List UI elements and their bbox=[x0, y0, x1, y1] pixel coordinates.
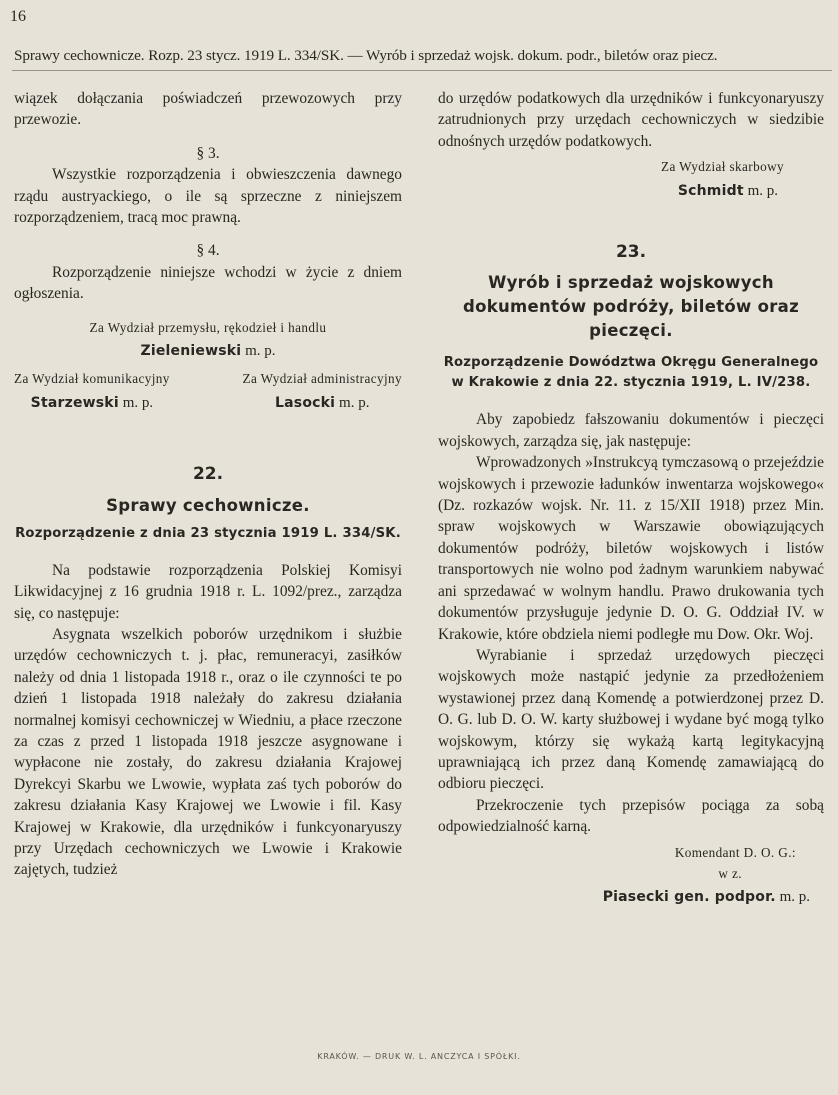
act-23-paragraph-1: Aby zapobiedz fałszowaniu dokumentów i pieczęci wojskowych, zarządza się, jak następuje: bbox=[438, 411, 824, 450]
left-column bbox=[14, 88, 402, 881]
act-23-subtitle: Rozporządzenie Dowództwa Okręgu Generalnego w Krakowie z dnia 22. stycznia 1919, L. IV/238. bbox=[443, 355, 819, 391]
act-22-paragraph-1: Na podstawie rozporządzenia Polskiej Komisyi Likwidacyjnej z 16 grudnia 1918 r. L. 1092/prez., zarządza się, co następuje: bbox=[14, 561, 402, 622]
section-3-mark: § 3. bbox=[196, 144, 220, 162]
act-22-title: Sprawy cechownicze. bbox=[106, 495, 310, 515]
section-4-mark: § 4. bbox=[196, 242, 220, 260]
signature-wz: w z. bbox=[718, 865, 742, 881]
act-23-paragraph-4: Przekroczenie tych przepisów pociąga za sobą odpowiedzialność karną. bbox=[438, 796, 824, 836]
signature-dept-administration: Za Wydział administracyjny bbox=[242, 371, 402, 387]
signature-dept-industry: Za Wydział przemysłu, rękodzieł i handlu bbox=[89, 319, 327, 335]
signer-piasecki-mp: m. p. bbox=[779, 889, 810, 906]
signature-dept-treasury: Za Wydział skarbowy bbox=[660, 159, 784, 175]
printer-imprint: KRAKÓW. — DRUK W. L. ANCZYCA I SPÓŁKI. bbox=[317, 1052, 521, 1061]
left-continued-paragraph: wiązek dołączania poświadczeń przewozowych przy przewozie. bbox=[14, 90, 402, 129]
act-23-paragraph-2: Wprowadzonych »Instrukcyą tymczasową o przejeździe wojskowych i przewozie ładunków inwentarza wojskowego« (Dz. rozkazów wojsk. Nr. 11. z 15/XII 1918) przez Min. spraw wojskowych w Warszawie obowiązujących dokumentów podróży, biletów wojskowych i listów transportowych nie wolno pod żadnym warunkiem nabywać ani sprzedawać w wolnym handlu. Prawo drukowania tych dokumentów przysługuje jedynie D. O. G. Oddział IV. w Krakowie, które obdziela niemi podległe mu Dow. Okr. Woj. bbox=[438, 454, 824, 643]
signer-lasocki: Lasocki bbox=[275, 394, 336, 411]
signer-lasocki-mp: m. p. bbox=[339, 394, 370, 411]
header-rule bbox=[12, 70, 832, 71]
section-4-text: Rozporządzenie niniejsze wchodzi w życie z dniem ogłoszenia. bbox=[14, 263, 402, 303]
page-number: 16 bbox=[10, 8, 26, 25]
signer-zieleniewski-mp: m. p. bbox=[245, 343, 276, 360]
signer-zieleniewski: Zieleniewski bbox=[140, 343, 242, 360]
signer-schmidt-mp: m. p. bbox=[747, 182, 778, 199]
act-22-subtitle: Rozporządzenie z dnia 23 stycznia 1919 L. 334/SK. bbox=[15, 525, 401, 541]
section-3-text: Wszystkie rozporządzenia i obwieszczenia dawnego rządu austryackiego, o ile są sprzeczne z niniejszem rozporządzeniem, tracą moc prawną. bbox=[14, 166, 402, 227]
signer-schmidt: Schmidt bbox=[677, 182, 744, 199]
act-23-paragraph-3: Wyrabianie i sprzedaż urzędowych pieczęci wojskowych może nastąpić jedynie za przedłożeniem wystawionej przez daną Komendę a potwierdzonej przez D. O. G. lub D. O. W. karty służbowej i wydane być mogą tylko wojskowym, którzy się wykażą kartą legitykacyjną uprawniającą ich przez daną Komendę zamawiającą do odbioru pieczęci. bbox=[438, 646, 824, 793]
signature-dept-communication: Za Wydział komunikacyjny bbox=[14, 371, 170, 387]
signer-piasecki: Piasecki gen. podpor. bbox=[602, 889, 776, 906]
signer-starzewski-mp: m. p. bbox=[122, 394, 154, 411]
act-23-title: Wyrób i sprzedaż wojskowych dokumentów podróży, biletów oraz pieczęci. bbox=[462, 273, 800, 341]
right-continued-paragraph: do urzędów podatkowych dla urzędników i funkcyonaryuszy zatrudnionych przy urzędach cechowniczych w siedzibie odnośnych urzędów podatkowych. bbox=[438, 90, 824, 150]
running-header: Sprawy cechownicze. Rozp. 23 stycz. 1919 L. 334/SK. — Wyrób i sprzedaż wojsk. dokum. podr., biletów oraz piecz. bbox=[14, 47, 718, 64]
signature-role-commander: Komendant D. O. G.: bbox=[674, 844, 796, 860]
signature-block-22-prev bbox=[14, 317, 402, 415]
act-22-number: 22. bbox=[192, 464, 224, 485]
act-23-number: 23. bbox=[615, 242, 647, 263]
act-22-paragraph-2: Asygnata wszelkich poborów urzędnikom i służbie urzędów cechowniczych t. j. płac, remuneracyi, zasiłków należy od dnia 1 listopada 1918 r., oraz o ile czynności te po dzień 1 listopada 1918 należały do zakresu działania normalnej komisyi cechowniczej w Wiedniu, a płace rzeczone za czas z przed 1 listopada 1918 jeszcze asygnowane i wypłacone nie zostały, do zakresu działania Krajowej Dyrekcyi Skarbu we Lwowie, wypłata zaś tych poborów do zakresu działania Kasy Krajowej we Lwowie i fil. Kasy Krajowej w Krakowie, dla urzędników i funkcyonaryuszy przy Urzędach cechowniczych we Lwowie i Krakowie zajętych, tudzież bbox=[14, 625, 402, 879]
signer-starzewski: Starzewski bbox=[30, 394, 119, 411]
right-column bbox=[438, 88, 824, 909]
